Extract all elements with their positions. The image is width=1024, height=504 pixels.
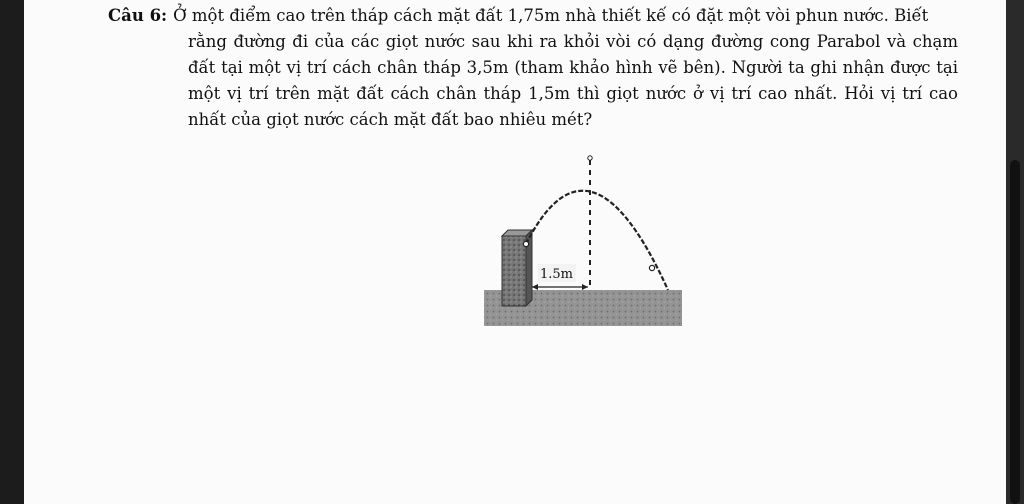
document-page bbox=[24, 0, 1006, 504]
arrow-head-right bbox=[582, 284, 588, 290]
peak-point bbox=[588, 156, 592, 160]
distance-label: 1.5m bbox=[540, 267, 574, 282]
question-block bbox=[108, 3, 968, 133]
question-first-line-text: Ở một điểm cao trên tháp cách mặt đất 1,75m nhà thiết kế có đặt một vòi phun nước. Biết bbox=[173, 6, 929, 25]
tower bbox=[502, 236, 526, 306]
scrollbar-thumb[interactable] bbox=[1010, 160, 1020, 504]
question-body: rằng đường đi của các giọt nước sau khi ra khỏi vòi có dạng đường cong Parabol và chạm đất tại một vị trí cách chân tháp 3,5m (tham khảo hình vẽ bên). Người ta ghi nhận được tại một vị trí trên mặt đất cách chân tháp 1,5m thì giọt nước ở vị trí cao nhất. Hỏi vị trí cao nhất của giọt nước cách mặt đất bao nhiêu mét? bbox=[188, 32, 958, 129]
scrollbar-track[interactable] bbox=[1006, 0, 1024, 504]
path-point bbox=[649, 265, 654, 270]
figure-svg bbox=[462, 148, 692, 338]
nozzle-point bbox=[523, 241, 528, 246]
arrow-head-left bbox=[532, 284, 538, 290]
question-first-line bbox=[108, 3, 968, 29]
parabola-figure bbox=[462, 148, 692, 338]
question-label: Câu 6: bbox=[108, 6, 168, 25]
